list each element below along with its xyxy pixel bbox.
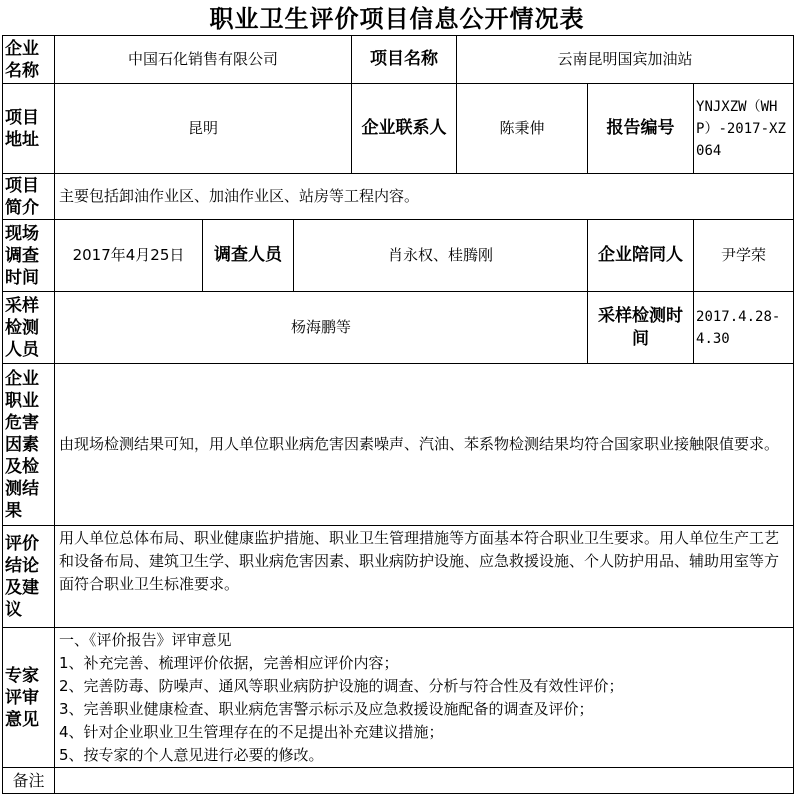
hazard-factors-value: 由现场检测结果可知，用人单位职业病危害因素噪声、汽油、苯系物检测结果均符合国家职业接触限值要求。 — [55, 364, 794, 526]
project-summary-value: 主要包括卸油作业区、加油作业区、站房等工程内容。 — [55, 174, 794, 220]
project-summary-label: 项目简介 — [3, 174, 55, 220]
info-table — [2, 35, 794, 794]
survey-time-label: 现场调查时间 — [3, 220, 55, 292]
report-number-label: 报告编号 — [588, 84, 694, 174]
sampling-staff-label: 采样检测人员 — [3, 292, 55, 364]
expert-line: 2、完善防毒、防噪声、通风等职业病防护设施的调查、分析与符合性及有效性评价； — [59, 677, 624, 695]
row-sampling — [3, 292, 794, 364]
expert-line: 3、完善职业健康检查、职业病危害警示标示及应急救援设施配备的调查及评价； — [59, 700, 594, 718]
row-summary — [3, 174, 794, 220]
project-name-value: 云南昆明国宾加油站 — [457, 36, 794, 84]
hazard-factors-label: 企业职业危害因素及检测结果 — [3, 364, 55, 526]
conclusion-value: 用人单位总体布局、职业健康监护措施、职业卫生管理措施等方面基本符合职业卫生要求。用人单位生产工艺和设备布局、建筑卫生学、职业病危害因素、职业病防护设施、应急救援设施、个人防护用品、辅助用室等方面符合职业卫生标准要求。 — [55, 526, 794, 628]
conclusion-label: 评价结论及建议 — [3, 526, 55, 628]
row-address — [3, 84, 794, 174]
report-number-value: YNJXZW（WHP）-2017-XZ064 — [694, 84, 794, 174]
expert-line: 4、针对企业职业卫生管理存在的不足提出补充建议措施； — [59, 723, 444, 741]
survey-date-value: 2017年4月25日 — [55, 220, 203, 292]
sampling-time-value: 2017.4.28-4.30 — [694, 292, 794, 364]
sampling-staff-value: 杨海鹏等 — [55, 292, 588, 364]
row-hazard — [3, 364, 794, 526]
expert-line: 一、《评价报告》评审意见 — [59, 631, 232, 649]
row-expert — [3, 628, 794, 768]
expert-line: 5、按专家的个人意见进行必要的修改。 — [59, 746, 324, 764]
expert-review-value — [55, 628, 794, 768]
investigator-label: 调查人员 — [203, 220, 294, 292]
expert-line: 1、补充完善、梳理评价依据，完善相应评价内容； — [59, 654, 399, 672]
page-title: 职业卫生评价项目信息公开情况表 — [209, 5, 585, 33]
company-name-label: 企业名称 — [3, 36, 55, 84]
sampling-time-label: 采样检测时间 — [588, 292, 694, 364]
escort-label: 企业陪同人 — [588, 220, 694, 292]
row-remarks — [3, 768, 794, 794]
escort-value: 尹学荣 — [694, 220, 794, 292]
project-address-label: 项目地址 — [3, 84, 55, 174]
investigator-value: 肖永权、桂腾刚 — [294, 220, 588, 292]
row-conclusion — [3, 526, 794, 628]
contact-label: 企业联系人 — [352, 84, 457, 174]
project-address-value: 昆明 — [55, 84, 352, 174]
remarks-label: 备注 — [3, 768, 55, 794]
remarks-value — [55, 768, 794, 794]
expert-review-label: 专家评审意见 — [3, 628, 55, 768]
row-survey — [3, 220, 794, 292]
project-name-label: 项目名称 — [352, 36, 457, 84]
company-name-value: 中国石化销售有限公司 — [55, 36, 352, 84]
row-company — [3, 36, 794, 84]
contact-value: 陈秉伸 — [457, 84, 588, 174]
